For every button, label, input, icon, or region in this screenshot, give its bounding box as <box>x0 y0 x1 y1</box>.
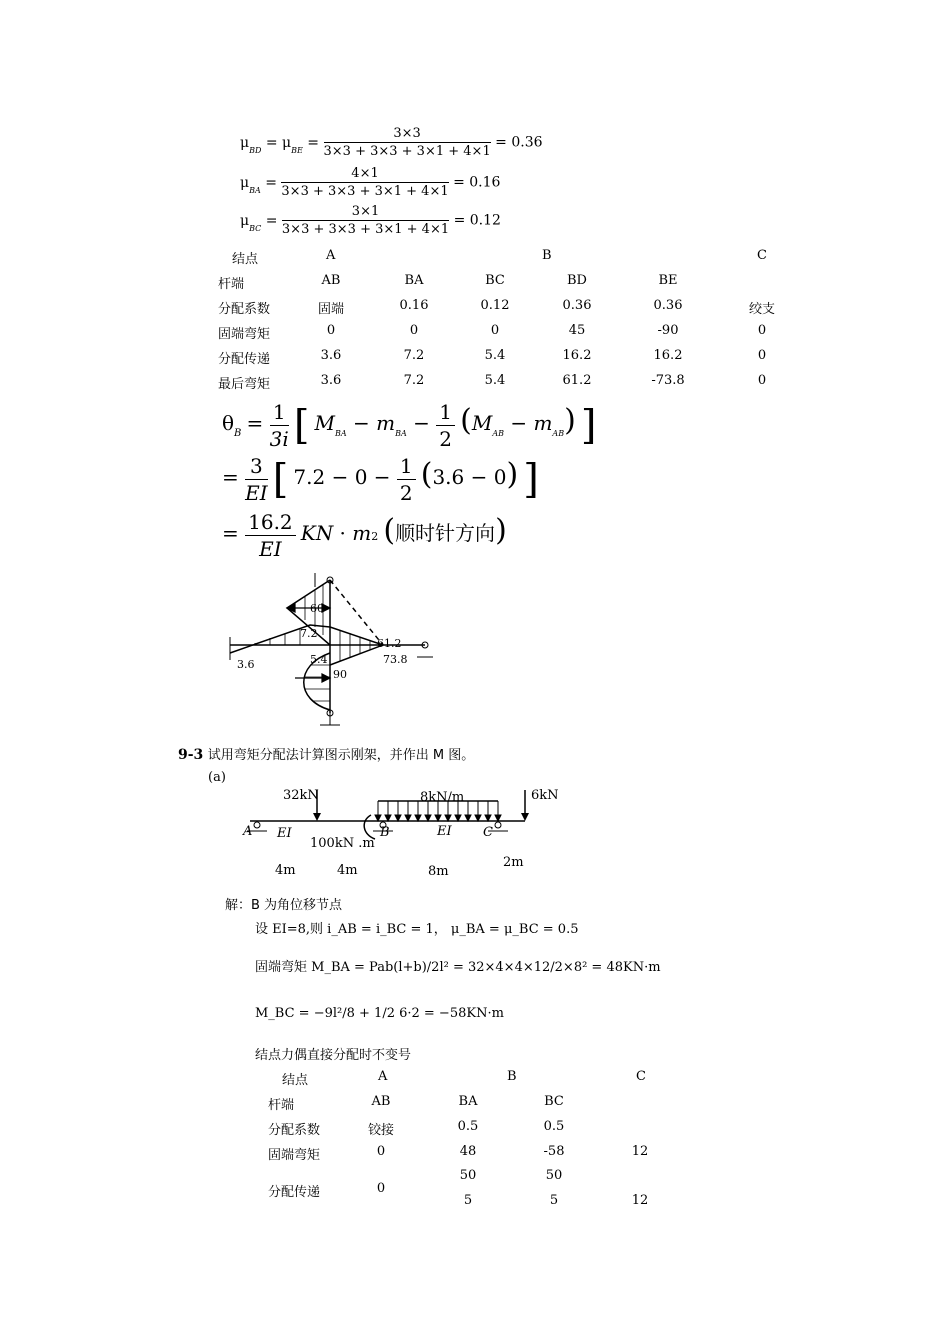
t2-cell-r1-c2: 0.5 <box>457 1119 479 1134</box>
mu-bd-be-formula: $\mu_{BD} = \mu_{BE}$ = $\frac{3\times 3}{3\times 3 + 3\times 3 + 3\times 1 + 4\times 1}$ = 0.36 <box>240 126 543 159</box>
dim-4m-2: 4m <box>337 863 358 878</box>
beam-diagram <box>235 785 565 880</box>
ei-ab: EI <box>277 826 292 841</box>
t2-dist-r1-bc: 50 <box>545 1168 563 1183</box>
t1-node-c: C <box>757 248 767 263</box>
t2-node-c: C <box>636 1069 646 1084</box>
t2-cell-r0-c2: BA <box>458 1094 478 1109</box>
problem-part-a: (a) <box>208 770 226 785</box>
t1-cell-r3-c5: 16.2 <box>653 348 683 363</box>
t1-cell-r4-c0: 最后弯矩 <box>218 377 271 392</box>
t1-cell-r2-c4: 45 <box>568 323 586 338</box>
t1-cell-r4-c1: 3.6 <box>320 373 342 388</box>
t1-cell-r1-c4: 0.36 <box>562 298 592 313</box>
t1-cell-r1-c2: 0.16 <box>399 298 429 313</box>
t1-cell-r1-c1: 固端 <box>317 302 344 317</box>
t1-cell-r2-c2: 0 <box>409 323 419 338</box>
t1-node-label: 结点 <box>232 252 259 267</box>
t2-dist-r2-c: 12 <box>631 1193 649 1208</box>
t2-cell-r2-c4: 12 <box>631 1144 649 1159</box>
t1-cell-r0-c0: 杆端 <box>218 277 245 292</box>
t2-cell-r2-c0: 固端弯矩 <box>268 1148 321 1163</box>
t1-cell-r4-c5: -73.8 <box>651 373 685 388</box>
t2-cell-r0-c0: 杆端 <box>268 1098 295 1113</box>
point-a: A <box>243 824 253 839</box>
t1-cell-r4-c2: 7.2 <box>403 373 425 388</box>
load-8kn-m: 8kN/m <box>420 790 465 805</box>
t2-cell-r2-c3: -58 <box>543 1144 565 1159</box>
t2-dist-r2-ba: 5 <box>463 1193 473 1208</box>
theta-line-3: = $\frac{16.2}{EI}$ KN · m2 (顺时针方向) <box>222 510 507 561</box>
d1-label-61-2: 61.2 <box>377 637 402 650</box>
t1-cell-r3-c2: 7.2 <box>403 348 425 363</box>
t2-cell-r2-c1: 0 <box>376 1144 386 1159</box>
dim-2m: 2m <box>503 855 524 870</box>
t2-cell-r1-c1: 铰接 <box>367 1123 394 1138</box>
point-b: B <box>380 825 390 840</box>
t1-cell-r2-c3: 0 <box>490 323 500 338</box>
t1-node-b: B <box>542 248 552 263</box>
solution-line-3: 固端弯矩 M_BA = Pab(l+b)/2l² = 32×4×4×12/2×8² = 48KN·m <box>255 960 661 975</box>
t1-cell-r2-c6: 0 <box>757 323 767 338</box>
theta-line-2: = $\frac{3}{EI}$ [ 7.2 − 0 − $\frac{1}{2}$ (3.6 − 0) ] <box>222 454 539 505</box>
t1-cell-r2-c0: 固端弯矩 <box>218 327 271 342</box>
load-100kn-m: 100kN .m <box>310 836 375 851</box>
t1-cell-r1-c0: 分配系数 <box>218 302 271 317</box>
d1-label-3-6: 3.6 <box>237 658 255 671</box>
point-c: C <box>483 825 493 840</box>
d1-label-90: 90 <box>333 668 347 681</box>
t1-cell-r3-c6: 0 <box>757 348 767 363</box>
mu-bc-formula: $\mu_{BC}$ = $\frac{3\times 1}{3\times 3 + 3\times 3 + 3\times 1 + 4\times 1}$ = 0.12 <box>240 204 501 237</box>
solution-line-2: 设 EI=8,则 i_AB = i_BC = 1， μ_BA = μ_BC = 0.5 <box>255 922 579 937</box>
load-6kn: 6kN <box>531 788 559 803</box>
t2-cell-r1-c0: 分配系数 <box>268 1123 321 1138</box>
t2-cell-r0-c1: AB <box>371 1094 391 1109</box>
theta-line-1: $\theta_B$ = $\frac{1}{3i}$ [ $M_{BA} - m_{BA}$ − $\frac{1}{2}$ $(M_{AB} - m_{AB})$ ] <box>222 400 597 451</box>
load-32kn: 32kN <box>283 788 319 803</box>
t1-cell-r2-c5: -90 <box>657 323 679 338</box>
mu-ba-formula: $\mu_{BA}$ = $\frac{4\times 1}{3\times 3 + 3\times 3 + 3\times 1 + 4\times 1}$ = 0.16 <box>240 166 501 199</box>
t2-node-a: A <box>378 1069 388 1084</box>
t2-node-label: 结点 <box>282 1073 309 1088</box>
t1-cell-r0-c3: BC <box>485 273 505 288</box>
t1-cell-r4-c4: 61.2 <box>562 373 592 388</box>
problem-heading: 9-3 试用弯矩分配法计算图示刚架，并作出 M 图。 <box>178 747 475 763</box>
t2-cell-r2-c2: 48 <box>459 1144 477 1159</box>
t2-cell-r0-c3: BC <box>544 1094 564 1109</box>
t1-cell-r2-c1: 0 <box>326 323 336 338</box>
t2-dist-a: 0 <box>376 1181 386 1196</box>
moment-diagram-frame <box>225 565 440 735</box>
d1-label-73-8: 73.8 <box>383 653 408 666</box>
d1-label-7-2: 7.2 <box>300 627 318 640</box>
t1-cell-r4-c3: 5.4 <box>484 373 506 388</box>
t1-cell-r3-c3: 5.4 <box>484 348 506 363</box>
t1-node-a: A <box>326 248 336 263</box>
t1-cell-r3-c4: 16.2 <box>562 348 592 363</box>
t2-cell-r1-c3: 0.5 <box>543 1119 565 1134</box>
t1-cell-r1-c5: 0.36 <box>653 298 683 313</box>
d1-label-60: 60 <box>310 602 324 615</box>
t1-cell-r1-c6: 绞支 <box>748 302 775 317</box>
dim-8m: 8m <box>428 864 449 879</box>
solution-line-4: M_BC = −9l²/8 + 1/2 6·2 = −58KN·m <box>255 1006 504 1021</box>
t2-dist-r2-bc: 5 <box>549 1193 559 1208</box>
t1-cell-r0-c5: BE <box>658 273 678 288</box>
dim-4m-1: 4m <box>275 863 296 878</box>
t1-cell-r3-c1: 3.6 <box>320 348 342 363</box>
solution-line-1: 解：B 为角位移节点 <box>225 898 343 913</box>
d1-label-5-4: 5.4 <box>310 653 328 666</box>
t1-cell-r0-c4: BD <box>567 273 587 288</box>
solution-line-5: 结点力偶直接分配时不变号 <box>255 1048 412 1063</box>
t1-cell-r3-c0: 分配传递 <box>218 352 271 367</box>
t1-cell-r0-c2: BA <box>404 273 424 288</box>
t2-node-b: B <box>507 1069 517 1084</box>
t1-cell-r0-c1: AB <box>321 273 341 288</box>
t1-cell-r1-c3: 0.12 <box>480 298 510 313</box>
ei-bc: EI <box>437 824 452 839</box>
t2-dist-label: 分配传递 <box>268 1185 321 1200</box>
t1-cell-r4-c6: 0 <box>757 373 767 388</box>
t2-dist-r1-ba: 50 <box>459 1168 477 1183</box>
